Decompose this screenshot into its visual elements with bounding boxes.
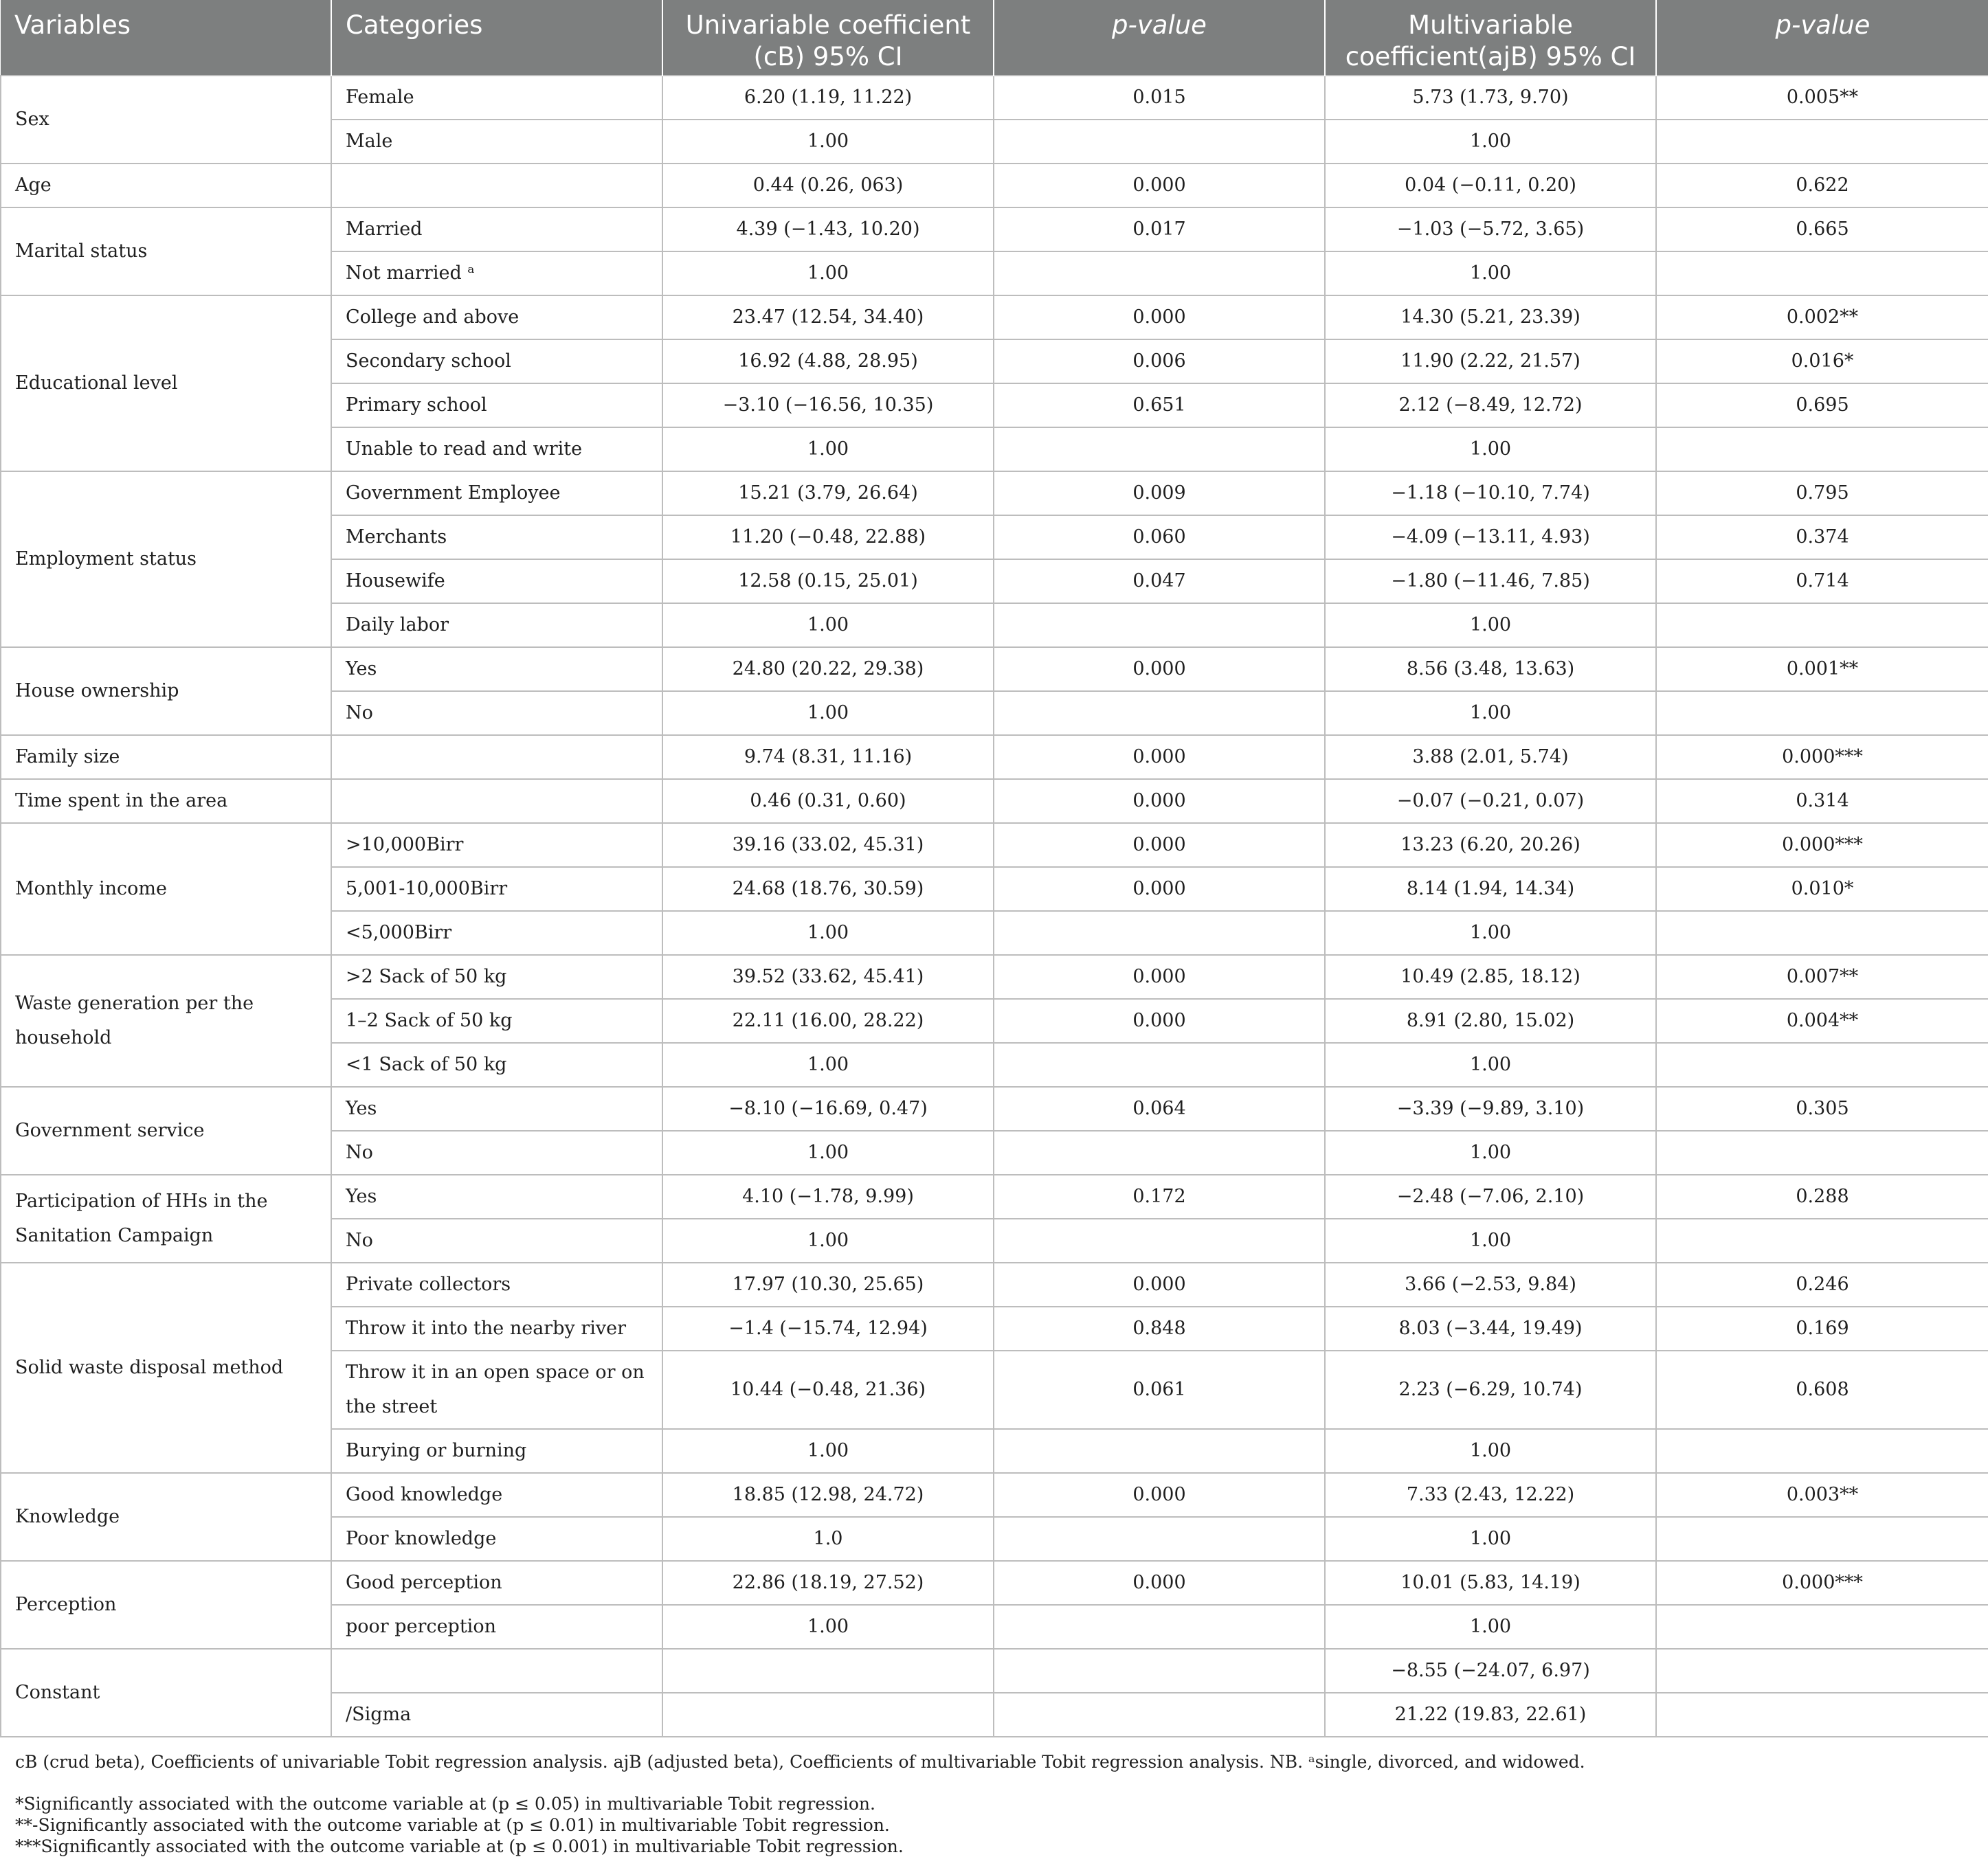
univariable-cell: 39.16 (33.02, 45.31) [662, 823, 994, 867]
univariable-cell: −3.10 (−16.56, 10.35) [662, 383, 994, 427]
univariable-cell: 16.92 (4.88, 28.95) [662, 339, 994, 383]
multivariable-cell: −2.48 (−7.06, 2.10) [1325, 1175, 1656, 1219]
multivariable-cell: 1.00 [1325, 1517, 1656, 1561]
header-variables: Variables [1, 0, 331, 76]
footnotes [0, 1737, 1988, 1857]
multivariable-cell: −1.03 (−5.72, 3.65) [1325, 207, 1656, 251]
category-cell: College and above [331, 295, 662, 339]
univariable-cell: 0.44 (0.26, 063) [662, 164, 994, 207]
variable-cell: Solid waste disposal method [1, 1263, 331, 1473]
table-row [1, 295, 1988, 339]
table-row [1, 1561, 1988, 1605]
table-row [1, 1263, 1988, 1307]
univariable-cell: 24.68 (18.76, 30.59) [662, 867, 994, 911]
p-value-multi-cell: 0.246 [1656, 1263, 1988, 1307]
category-cell [331, 779, 662, 823]
p-value-uni-cell: 0.000 [994, 999, 1325, 1043]
multivariable-cell: 8.91 (2.80, 15.02) [1325, 999, 1656, 1043]
multivariable-cell: 10.01 (5.83, 14.19) [1325, 1561, 1656, 1605]
multivariable-cell: 5.73 (1.73, 9.70) [1325, 76, 1656, 120]
multivariable-cell: −3.39 (−9.89, 3.10) [1325, 1087, 1656, 1131]
univariable-cell: 1.00 [662, 1429, 994, 1473]
table-row [1, 823, 1988, 867]
multivariable-cell: 0.04 (−0.11, 0.20) [1325, 164, 1656, 207]
multivariable-cell: 1.00 [1325, 1605, 1656, 1649]
variable-cell: Marital status [1, 207, 331, 295]
univariable-cell: 1.00 [662, 1131, 994, 1175]
multivariable-cell: −1.80 (−11.46, 7.85) [1325, 559, 1656, 603]
p-value-multi-cell [1656, 251, 1988, 295]
multivariable-cell: 1.00 [1325, 427, 1656, 471]
univariable-cell: 22.11 (16.00, 28.22) [662, 999, 994, 1043]
p-value-multi-cell: 0.374 [1656, 515, 1988, 559]
univariable-cell: 1.00 [662, 427, 994, 471]
category-cell: No [331, 1131, 662, 1175]
univariable-cell: 1.0 [662, 1517, 994, 1561]
univariable-cell: 9.74 (8.31, 11.16) [662, 735, 994, 779]
univariable-cell: 1.00 [662, 691, 994, 735]
p-value-multi-cell: 0.622 [1656, 164, 1988, 207]
multivariable-cell: 2.12 (−8.49, 12.72) [1325, 383, 1656, 427]
category-cell: /Sigma [331, 1693, 662, 1737]
p-value-uni-cell: 0.000 [994, 1561, 1325, 1605]
header-categories: Categories [331, 0, 662, 76]
category-cell: Throw it in an open space or on the street [331, 1351, 662, 1429]
univariable-cell: 24.80 (20.22, 29.38) [662, 647, 994, 691]
multivariable-cell: −0.07 (−0.21, 0.07) [1325, 779, 1656, 823]
multivariable-cell: 14.30 (5.21, 23.39) [1325, 295, 1656, 339]
footnote-sig-001: **-Significantly associated with the outcome variable at (p ≤ 0.01) in multivariable Tobit regression. [15, 1815, 890, 1835]
p-value-multi-cell: 0.001** [1656, 647, 1988, 691]
p-value-uni-cell [994, 427, 1325, 471]
multivariable-cell: 1.00 [1325, 691, 1656, 735]
univariable-cell: 39.52 (33.62, 45.41) [662, 955, 994, 999]
multivariable-cell: 1.00 [1325, 251, 1656, 295]
table-row [1, 647, 1988, 691]
p-value-multi-cell: 0.005** [1656, 76, 1988, 120]
p-value-uni-cell: 0.015 [994, 76, 1325, 120]
category-cell: Not married ᵃ [331, 251, 662, 295]
multivariable-cell: 13.23 (6.20, 20.26) [1325, 823, 1656, 867]
footnote-sig-005: *Significantly associated with the outcome variable at (p ≤ 0.05) in multivariable Tobit regression. [15, 1794, 875, 1814]
univariable-cell [662, 1649, 994, 1693]
univariable-cell: 12.58 (0.15, 25.01) [662, 559, 994, 603]
table-header [1, 0, 1988, 76]
p-value-multi-cell [1656, 1517, 1988, 1561]
p-value-multi-cell: 0.169 [1656, 1307, 1988, 1351]
category-cell: poor perception [331, 1605, 662, 1649]
multivariable-cell: 21.22 (19.83, 22.61) [1325, 1693, 1656, 1737]
p-value-uni-cell: 0.061 [994, 1351, 1325, 1429]
category-cell: Throw it into the nearby river [331, 1307, 662, 1351]
table-row [1, 1087, 1988, 1131]
univariable-cell: 6.20 (1.19, 11.22) [662, 76, 994, 120]
p-value-multi-cell [1656, 1131, 1988, 1175]
univariable-cell: −8.10 (−16.69, 0.47) [662, 1087, 994, 1131]
p-value-multi-cell: 0.003** [1656, 1473, 1988, 1517]
multivariable-cell: 1.00 [1325, 1429, 1656, 1473]
p-value-uni-cell [994, 1131, 1325, 1175]
p-value-uni-cell: 0.000 [994, 1473, 1325, 1517]
variable-cell: Waste generation per the household [1, 955, 331, 1087]
header-univariable: Univariable coefficient (cB) 95% CI [662, 0, 994, 76]
table-row [1, 1175, 1988, 1219]
category-cell: Private collectors [331, 1263, 662, 1307]
univariable-cell: 1.00 [662, 120, 994, 164]
variable-cell: Monthly income [1, 823, 331, 955]
table-row [1, 76, 1988, 120]
univariable-cell: 4.10 (−1.78, 9.99) [662, 1175, 994, 1219]
table-row [1, 735, 1988, 779]
p-value-uni-cell [994, 1517, 1325, 1561]
p-value-uni-cell: 0.000 [994, 823, 1325, 867]
p-value-multi-cell: 0.007** [1656, 955, 1988, 999]
p-value-multi-cell: 0.016* [1656, 339, 1988, 383]
p-value-uni-cell: 0.000 [994, 867, 1325, 911]
p-value-uni-cell: 0.000 [994, 955, 1325, 999]
univariable-cell: 1.00 [662, 911, 994, 955]
variable-cell: Participation of HHs in the Sanitation Campaign [1, 1175, 331, 1263]
p-value-multi-cell [1656, 1043, 1988, 1087]
header-row [1, 0, 1988, 76]
multivariable-cell: 3.88 (2.01, 5.74) [1325, 735, 1656, 779]
category-cell [331, 735, 662, 779]
p-value-uni-cell [994, 1693, 1325, 1737]
multivariable-cell: 11.90 (2.22, 21.57) [1325, 339, 1656, 383]
p-value-multi-cell [1656, 1429, 1988, 1473]
p-value-uni-cell: 0.651 [994, 383, 1325, 427]
p-value-uni-cell: 0.000 [994, 779, 1325, 823]
p-value-multi-cell [1656, 1649, 1988, 1693]
p-value-multi-cell [1656, 691, 1988, 735]
p-value-uni-cell: 0.172 [994, 1175, 1325, 1219]
category-cell: No [331, 1219, 662, 1263]
univariable-cell: 10.44 (−0.48, 21.36) [662, 1351, 994, 1429]
variable-cell: Knowledge [1, 1473, 331, 1561]
univariable-cell: 17.97 (10.30, 25.65) [662, 1263, 994, 1307]
variable-cell: Government service [1, 1087, 331, 1175]
variable-cell: House ownership [1, 647, 331, 735]
p-value-multi-cell: 0.608 [1656, 1351, 1988, 1429]
multivariable-cell: 1.00 [1325, 603, 1656, 647]
multivariable-cell: 10.49 (2.85, 18.12) [1325, 955, 1656, 999]
p-value-multi-cell [1656, 1693, 1988, 1737]
category-cell: Good knowledge [331, 1473, 662, 1517]
univariable-cell: 1.00 [662, 1043, 994, 1087]
p-value-uni-cell: 0.017 [994, 207, 1325, 251]
table-row [1, 779, 1988, 823]
footnote-abbreviations: cB (crud beta), Coefficients of univariable Tobit regression analysis. ajB (adjusted beta), Coefficients of multivariable Tobit regression analysis. NB. ᵃsingle, divorced, and widowed. [15, 1752, 1585, 1772]
variable-cell: Educational level [1, 295, 331, 471]
category-cell: Government Employee [331, 471, 662, 515]
p-value-multi-cell [1656, 1605, 1988, 1649]
p-value-uni-cell: 0.848 [994, 1307, 1325, 1351]
p-value-multi-cell: 0.000*** [1656, 823, 1988, 867]
category-cell: Housewife [331, 559, 662, 603]
p-value-uni-cell [994, 911, 1325, 955]
univariable-cell: 23.47 (12.54, 34.40) [662, 295, 994, 339]
multivariable-cell: 1.00 [1325, 1043, 1656, 1087]
p-value-multi-cell: 0.002** [1656, 295, 1988, 339]
p-value-multi-cell: 0.000*** [1656, 735, 1988, 779]
p-value-multi-cell: 0.004** [1656, 999, 1988, 1043]
univariable-cell: −1.4 (−15.74, 12.94) [662, 1307, 994, 1351]
p-value-uni-cell: 0.000 [994, 164, 1325, 207]
p-value-uni-cell: 0.060 [994, 515, 1325, 559]
category-cell: Yes [331, 647, 662, 691]
p-value-uni-cell: 0.000 [994, 647, 1325, 691]
univariable-cell: 15.21 (3.79, 26.64) [662, 471, 994, 515]
category-cell: No [331, 691, 662, 735]
p-value-multi-cell: 0.695 [1656, 383, 1988, 427]
multivariable-cell: 1.00 [1325, 911, 1656, 955]
p-value-uni-cell [994, 1605, 1325, 1649]
category-cell: Burying or burning [331, 1429, 662, 1473]
p-value-multi-cell: 0.010* [1656, 867, 1988, 911]
univariable-cell: 11.20 (−0.48, 22.88) [662, 515, 994, 559]
univariable-cell: 18.85 (12.98, 24.72) [662, 1473, 994, 1517]
header-p-value-1: p-value [994, 0, 1325, 76]
category-cell [331, 1649, 662, 1693]
multivariable-cell: 3.66 (−2.53, 9.84) [1325, 1263, 1656, 1307]
category-cell: Yes [331, 1175, 662, 1219]
header-multivariable: Multivariable coefficient(ajB) 95% CI [1325, 0, 1656, 76]
p-value-multi-cell: 0.305 [1656, 1087, 1988, 1131]
p-value-multi-cell: 0.314 [1656, 779, 1988, 823]
multivariable-cell: 8.14 (1.94, 14.34) [1325, 867, 1656, 911]
univariable-cell: 1.00 [662, 603, 994, 647]
table-row [1, 207, 1988, 251]
category-cell: Male [331, 120, 662, 164]
p-value-uni-cell [994, 691, 1325, 735]
category-cell: Unable to read and write [331, 427, 662, 471]
multivariable-cell: 8.03 (−3.44, 19.49) [1325, 1307, 1656, 1351]
footnote-sig-0001: ***Significantly associated with the outcome variable at (p ≤ 0.001) in multivariable Tobit regression. [15, 1836, 904, 1856]
multivariable-cell: 7.33 (2.43, 12.22) [1325, 1473, 1656, 1517]
univariable-cell: 1.00 [662, 1219, 994, 1263]
category-cell: >10,000Birr [331, 823, 662, 867]
univariable-cell: 1.00 [662, 1605, 994, 1649]
p-value-multi-cell [1656, 427, 1988, 471]
p-value-multi-cell: 0.714 [1656, 559, 1988, 603]
multivariable-cell: −1.18 (−10.10, 7.74) [1325, 471, 1656, 515]
category-cell: <1 Sack of 50 kg [331, 1043, 662, 1087]
table-row [1, 1649, 1988, 1693]
p-value-uni-cell [994, 603, 1325, 647]
variable-cell: Employment status [1, 471, 331, 647]
table-row [1, 955, 1988, 999]
multivariable-cell: −8.55 (−24.07, 6.97) [1325, 1649, 1656, 1693]
variable-cell: Sex [1, 76, 331, 164]
variable-cell: Time spent in the area [1, 779, 331, 823]
multivariable-cell: 1.00 [1325, 1219, 1656, 1263]
category-cell: Yes [331, 1087, 662, 1131]
p-value-uni-cell: 0.047 [994, 559, 1325, 603]
p-value-uni-cell: 0.000 [994, 735, 1325, 779]
p-value-uni-cell [994, 1219, 1325, 1263]
p-value-multi-cell [1656, 1219, 1988, 1263]
category-cell: >2 Sack of 50 kg [331, 955, 662, 999]
p-value-multi-cell: 0.665 [1656, 207, 1988, 251]
multivariable-cell: 2.23 (−6.29, 10.74) [1325, 1351, 1656, 1429]
category-cell: Daily labor [331, 603, 662, 647]
p-value-multi-cell: 0.288 [1656, 1175, 1988, 1219]
category-cell: Poor knowledge [331, 1517, 662, 1561]
p-value-multi-cell [1656, 603, 1988, 647]
category-cell: Female [331, 76, 662, 120]
category-cell: Married [331, 207, 662, 251]
p-value-uni-cell: 0.000 [994, 295, 1325, 339]
p-value-uni-cell [994, 1429, 1325, 1473]
table-row [1, 471, 1988, 515]
univariable-cell [662, 1693, 994, 1737]
category-cell: 1–2 Sack of 50 kg [331, 999, 662, 1043]
variable-cell: Age [1, 164, 331, 207]
multivariable-cell: 1.00 [1325, 120, 1656, 164]
table-row [1, 164, 1988, 207]
p-value-multi-cell: 0.000*** [1656, 1561, 1988, 1605]
p-value-multi-cell: 0.795 [1656, 471, 1988, 515]
table-row [1, 1473, 1988, 1517]
univariable-cell: 22.86 (18.19, 27.52) [662, 1561, 994, 1605]
p-value-uni-cell [994, 1649, 1325, 1693]
p-value-uni-cell [994, 120, 1325, 164]
univariable-cell: 1.00 [662, 251, 994, 295]
category-cell: Secondary school [331, 339, 662, 383]
p-value-uni-cell [994, 1043, 1325, 1087]
table-body [1, 76, 1988, 1737]
p-value-multi-cell [1656, 911, 1988, 955]
multivariable-cell: −4.09 (−13.11, 4.93) [1325, 515, 1656, 559]
p-value-uni-cell [994, 251, 1325, 295]
category-cell: Merchants [331, 515, 662, 559]
category-cell: Primary school [331, 383, 662, 427]
category-cell [331, 164, 662, 207]
p-value-multi-cell [1656, 120, 1988, 164]
variable-cell: Constant [1, 1649, 331, 1737]
p-value-uni-cell: 0.009 [994, 471, 1325, 515]
univariable-cell: 4.39 (−1.43, 10.20) [662, 207, 994, 251]
category-cell: 5,001-10,000Birr [331, 867, 662, 911]
header-p-value-2: p-value [1656, 0, 1988, 76]
multivariable-cell: 8.56 (3.48, 13.63) [1325, 647, 1656, 691]
p-value-uni-cell: 0.000 [994, 1263, 1325, 1307]
p-value-uni-cell: 0.064 [994, 1087, 1325, 1131]
multivariable-cell: 1.00 [1325, 1131, 1656, 1175]
variable-cell: Perception [1, 1561, 331, 1649]
univariable-cell: 0.46 (0.31, 0.60) [662, 779, 994, 823]
category-cell: <5,000Birr [331, 911, 662, 955]
category-cell: Good perception [331, 1561, 662, 1605]
p-value-uni-cell: 0.006 [994, 339, 1325, 383]
variable-cell: Family size [1, 735, 331, 779]
